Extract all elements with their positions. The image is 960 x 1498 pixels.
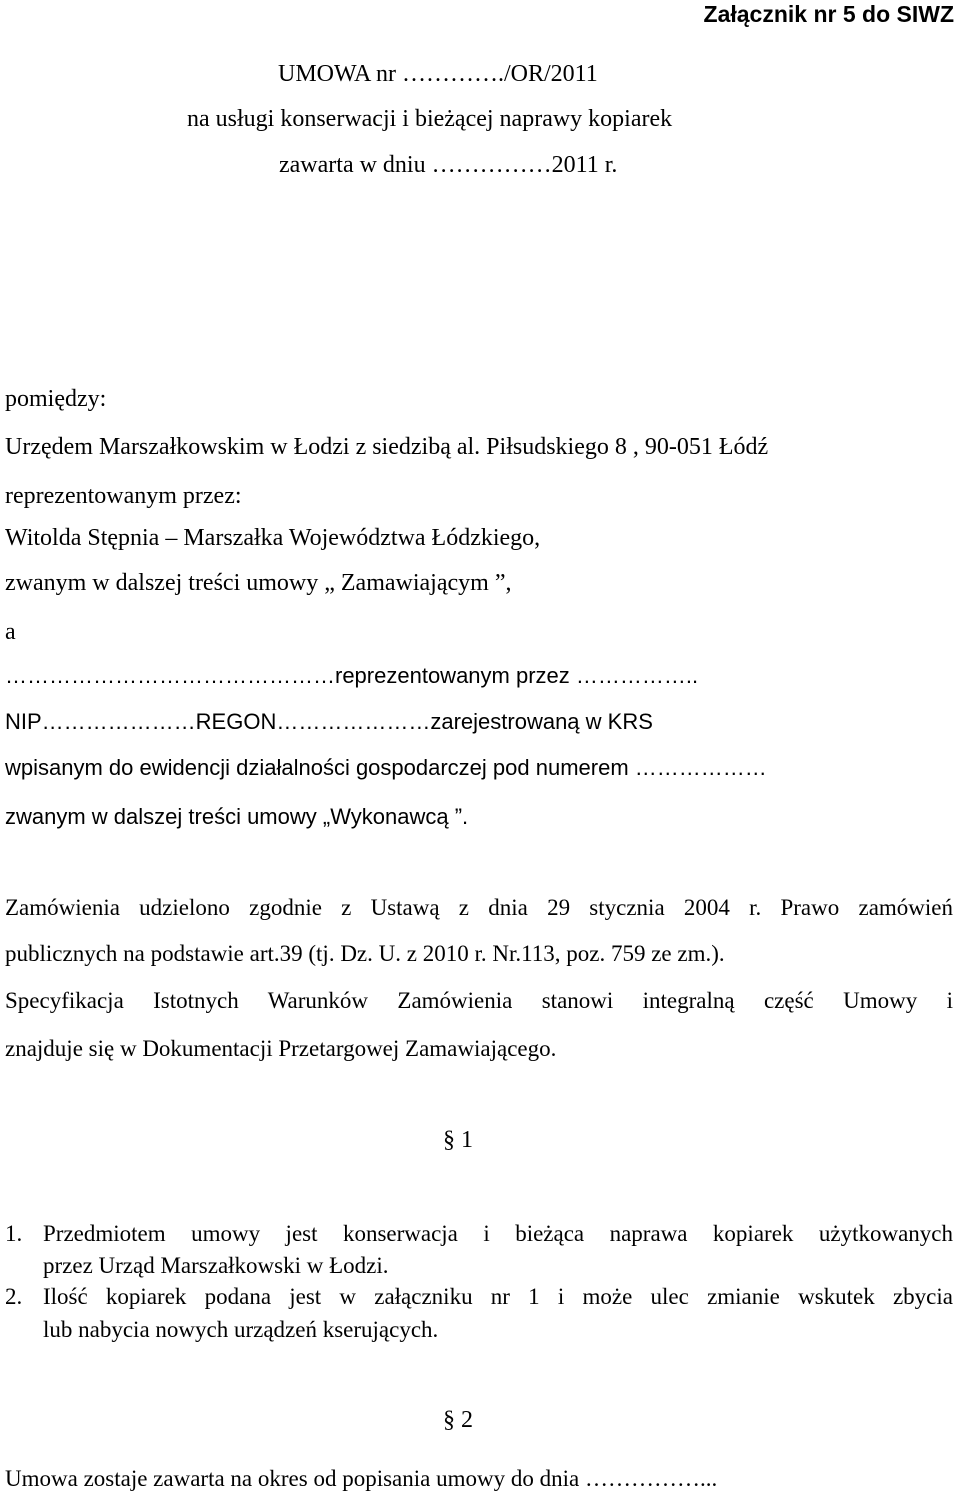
list-item-text: Ilość kopiarek podana jest w załączniku nr 1 i może ulec zmianie wskutek zbycia: [43, 1284, 953, 1309]
list-item-text: lub nabycia nowych urządzeń kserujących.: [43, 1317, 439, 1342]
contractor-field: ………………………………………reprezentowanym przez ……………..: [5, 663, 699, 688]
nip-regon-krs-field: NIP…………………REGON…………………zarejestrowaną w KRS: [5, 709, 653, 734]
list-item-number: 1.: [5, 1221, 23, 1246]
contract-date: zawarta w dniu ……………2011 r.: [279, 152, 618, 178]
client-office: Urzędem Marszałkowskim w Łodzi z siedzibą al. Piłsudskiego 8 , 90-051 Łódź: [5, 434, 769, 460]
between-label: pomiędzy:: [5, 386, 107, 412]
contractor-alias: zwanym w dalszej treści umowy „Wykonawcą ”.: [5, 804, 469, 829]
legal-basis-line: Zamówienia udzielono zgodnie z Ustawą z dnia 29 stycznia 2004 r. Prawo zamówień: [5, 895, 953, 920]
contract-term: Umowa zostaje zawarta na okres od popisania umowy do dnia ……………...: [5, 1466, 718, 1491]
contract-subject: na usługi konserwacji i bieżącej naprawy kopiarek: [187, 106, 673, 132]
list-item-number: 2.: [5, 1284, 23, 1309]
legal-basis-line: publicznych na podstawie art.39 (tj. Dz. U. z 2010 r. Nr.113, poz. 759 ze zm.).: [5, 941, 725, 966]
client-representative: Witolda Stępnia – Marszałka Województwa Łódzkiego,: [5, 525, 541, 551]
list-item-text: Przedmiotem umowy jest konserwacja i bieżąca naprawa kopiarek użytkowanych: [43, 1221, 953, 1246]
client-alias: zwanym w dalszej treści umowy „ Zamawiającym ”,: [5, 570, 512, 596]
contract-title: UMOWA nr …………./OR/2011: [278, 61, 598, 87]
list-item-text: przez Urząd Marszałkowski w Łodzi.: [43, 1253, 389, 1278]
and-label: a: [5, 619, 16, 645]
annex-label: Załącznik nr 5 do SIWZ: [703, 1, 954, 27]
legal-basis-line: znajduje się w Dokumentacji Przetargowej Zamawiającego.: [5, 1036, 557, 1061]
section-heading-2: § 2: [443, 1407, 473, 1433]
registry-field: wpisanym do ewidencji działalności gospodarczej pod numerem ………………: [5, 755, 767, 780]
represented-label: reprezentowanym przez:: [5, 483, 242, 509]
legal-basis-line: Specyfikacja Istotnych Warunków Zamówienia stanowi integralną część Umowy i: [5, 988, 953, 1013]
section-heading-1: § 1: [443, 1127, 473, 1153]
